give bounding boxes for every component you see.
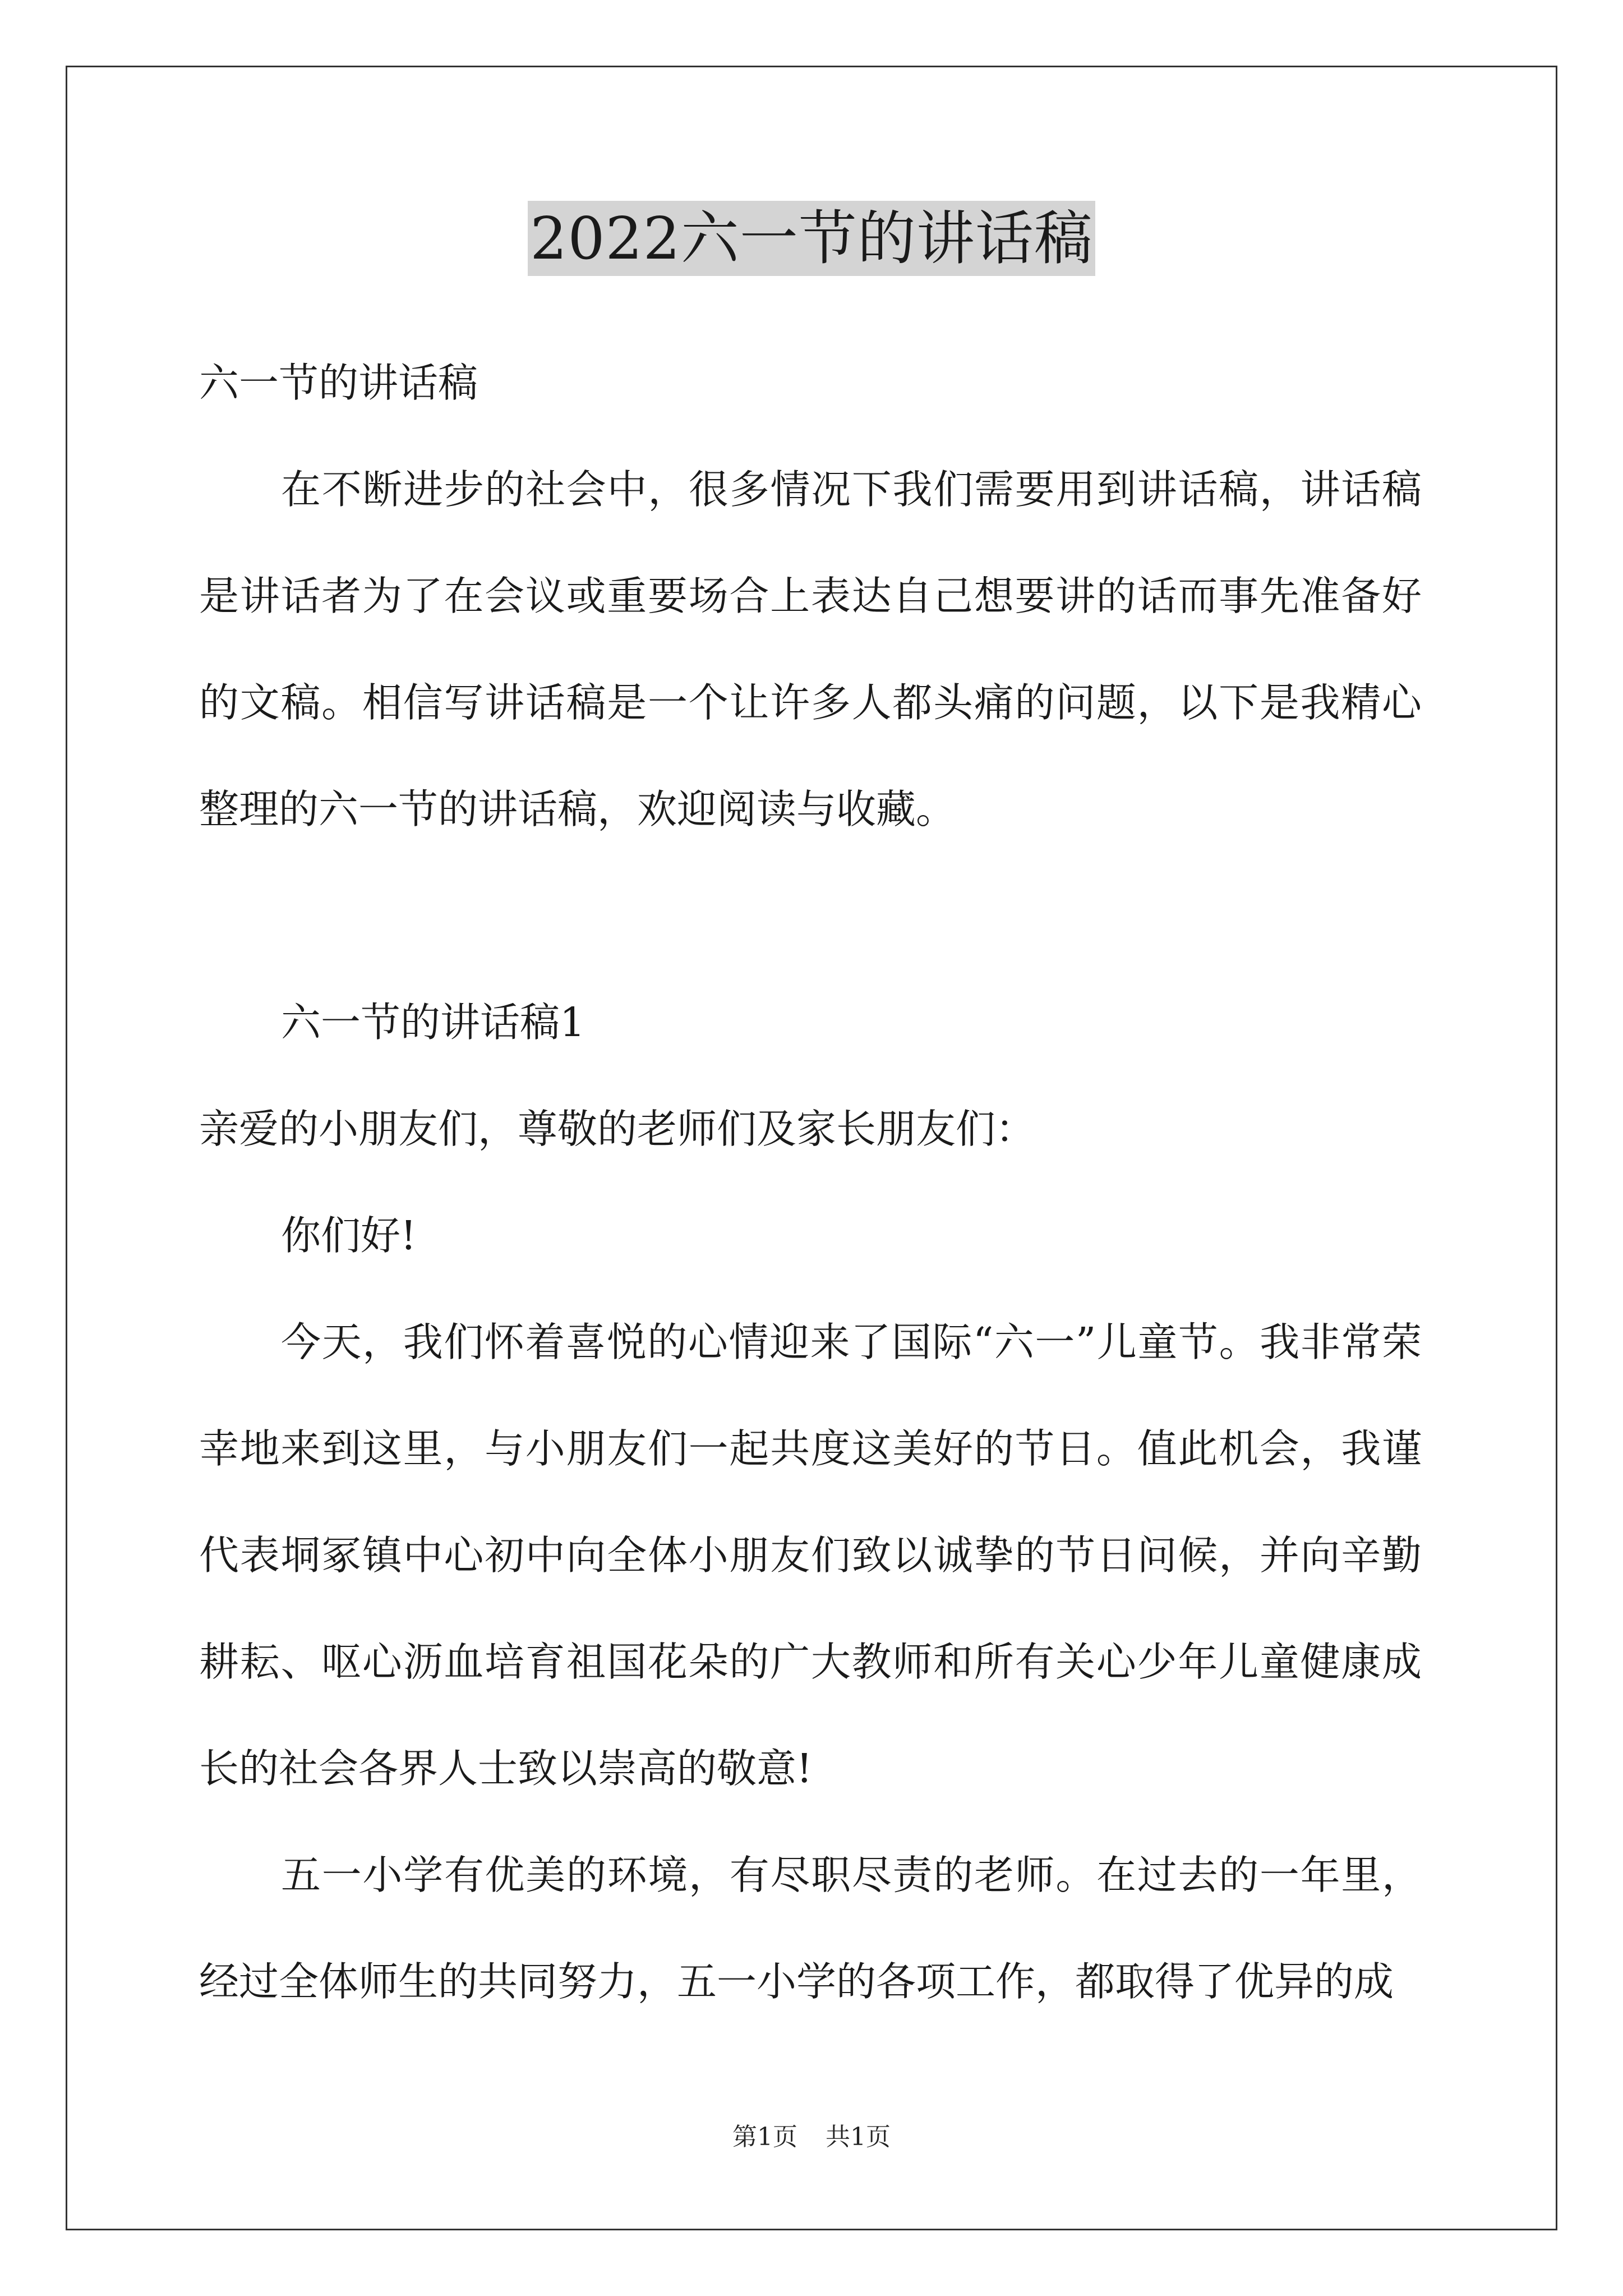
body-paragraph: 今天，我们怀着喜悦的心情迎来了国际“六一”儿童节。我非常荣幸地来到这里，与小朋友们一起共度这美好的节日。值此机会，我谨代表垌冢镇中心初中向全体小朋友们致以诚挚的节日问候，并向辛勤耕耘、呕心沥血培育祖国花朵的广大教师和所有关心少年儿童健康成长的社会各界人士致以崇高的敬意! xyxy=(199,1319,1422,1792)
title-container xyxy=(0,201,1623,276)
intro-paragraph: 在不断进步的社会中，很多情况下我们需要用到讲话稿，讲话稿是讲话者为了在会议或重要场合上表达自己想要讲的话而事先准备好的文稿。相信写讲话稿是一个让许多人都头痛的问题，以下是我精心整理的六一节的讲话稿，欢迎阅读与收藏。 xyxy=(199,466,1422,832)
document-body xyxy=(199,330,1422,2035)
page-number-current: 第1页 xyxy=(732,2123,797,2151)
body-paragraph: 五一小学有优美的环境，有尽职尽责的老师。在过去的一年里，经过全体师生的共同努力，五一小学的各项工作，都取得了优异的成 xyxy=(199,1852,1422,2005)
document-title: 2022六一节的讲话稿 xyxy=(528,201,1095,276)
page-footer xyxy=(0,2120,1623,2154)
greeting: 你们好! xyxy=(281,1212,417,1259)
section-heading: 六一节的讲话稿1 xyxy=(281,999,585,1046)
salutation: 亲爱的小朋友们，尊敬的老师们及家长朋友们： xyxy=(199,1106,1036,1152)
paragraph-gap xyxy=(199,863,1422,969)
subtitle: 六一节的讲话稿 xyxy=(199,360,478,406)
page-number-total: 共1页 xyxy=(826,2123,891,2151)
